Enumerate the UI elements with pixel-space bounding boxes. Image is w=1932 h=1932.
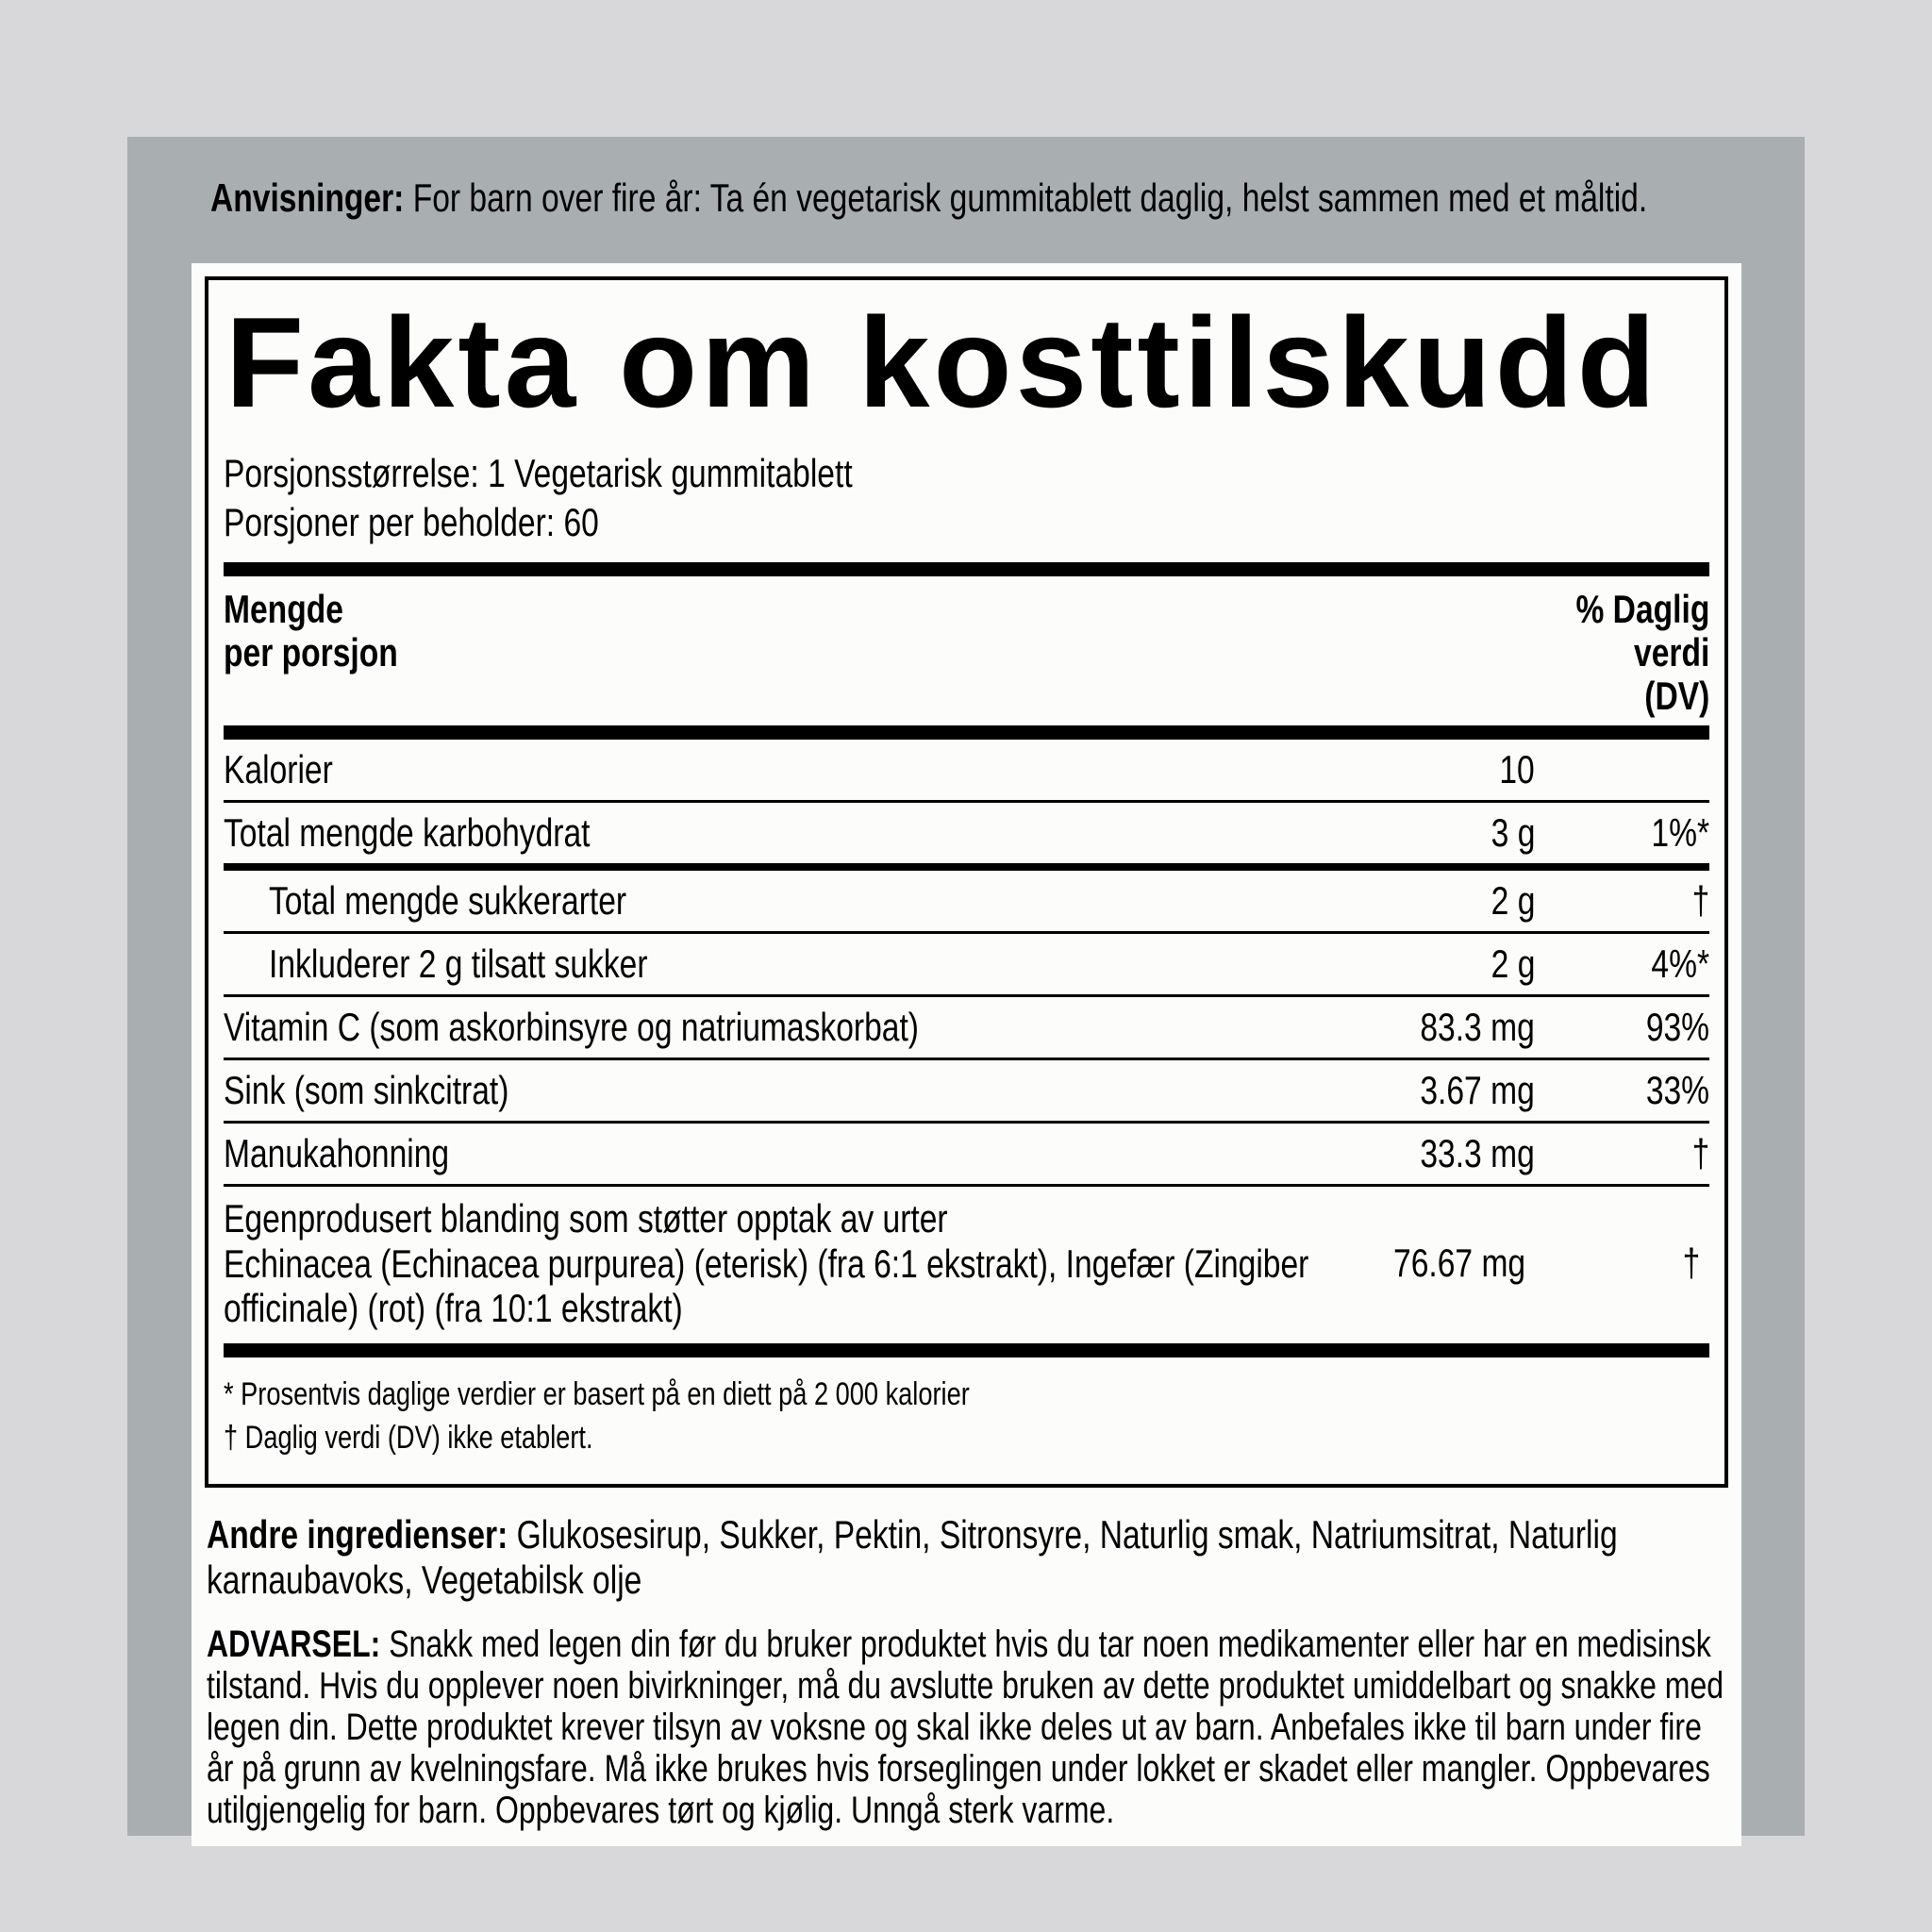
row-name: Total mengde karbohydrat [224, 809, 591, 855]
servings-per-container: Porsjoner per beholder: 60 [224, 499, 599, 544]
row-name: Kalorier [224, 746, 333, 791]
thick-rule [224, 1343, 1709, 1357]
row-amount: 33.3 mg [1420, 1130, 1535, 1175]
table-row-added-sugars [224, 931, 1709, 994]
other-ingredients-label: Andre ingredienser: [207, 1511, 508, 1557]
row-amount: 3 g [1491, 809, 1535, 855]
amount-column-header: Mengde per porsjon [224, 586, 398, 675]
directions-text: For barn over fire år: Ta én vegetarisk gummitablett daglig, helst sammen med et måltid. [412, 175, 1648, 220]
row-dv: 33% [1645, 1067, 1709, 1112]
table-row-carbohydrate [224, 800, 1709, 863]
footnotes [224, 1357, 1709, 1484]
warning-text: Snakk med legen din før du bruker produktet hvis du tar noen medikamenter eller har en medisinsk tilstand. Hvis du opplever noen bivirkninger, må du avslutte bruken av dette produktet umiddelbart og snakke med legen din. Dette produktet krever tilsyn av voksne og skal ikke deles ut av barn. Anbefales ikke til barn under fire år på grunn av kvelningsfare. Må ikke brukes hvis forseglingen under lokket er skadet eller mangler. Oppbevares utilgjengelig for barn. Oppbevares tørt og kjølig. Unngå sterk varme. [207, 1623, 1724, 1831]
row-dv: 93% [1645, 1004, 1709, 1049]
row-amount: 83.3 mg [1420, 1004, 1535, 1049]
other-ingredients [207, 1512, 1728, 1603]
other-ingredients-text: Glukosesirup, Sukker, Pektin, Sitronsyre, Naturlig smak, Natriumsitrat, Naturlig karnaubavoks, Vegetabilsk olje [207, 1511, 1618, 1602]
row-name: Sink (som sinkcitrat) [224, 1067, 509, 1112]
row-dv: 1%* [1651, 809, 1709, 855]
row-amount: 2 g [1491, 877, 1535, 923]
row-amount: 3.67 mg [1420, 1067, 1535, 1112]
supplement-facts-panel [205, 276, 1728, 1488]
daily-value-column-header: % Daglig verdi (DV) [1575, 586, 1709, 718]
table-row-calories [224, 740, 1709, 800]
row-amount: 10 [1499, 746, 1535, 791]
table-row-total-sugars [224, 863, 1709, 931]
row-name: Inkluderer 2 g tilsatt sukker [269, 941, 648, 986]
row-dv: † [1691, 877, 1709, 923]
directions [210, 175, 1767, 222]
table-header [224, 576, 1709, 725]
row-amount: 2 g [1491, 941, 1535, 986]
footnote-daily-values: * Prosentvis daglige verdier er basert på en diett på 2 000 kalorier [224, 1375, 970, 1412]
warning [207, 1624, 1728, 1831]
footnote-dagger: † Daglig verdi (DV) ikke etablert. [224, 1419, 593, 1456]
serving-size: Porsjonsstørrelse: 1 Vegetarisk gummitablett [224, 450, 853, 495]
thick-rule [224, 725, 1709, 740]
table-row-proprietary-blend [224, 1184, 1709, 1343]
row-dv: † [1682, 1240, 1700, 1285]
warning-label: ADVARSEL: [207, 1623, 381, 1665]
directions-label: Anvisninger: [210, 175, 405, 220]
table-row-manuka-honey [224, 1121, 1709, 1184]
blend-detail: Echinacea (Echinacea purpurea) (eterisk) (fra 6:1 ekstrakt), Ingefær (Zingiber officinale) (rot) (fra 10:1 ekstrakt) [224, 1241, 1309, 1330]
nutrient-rows [224, 740, 1709, 1343]
row-amount: 76.67 mg [1392, 1240, 1525, 1285]
thick-rule [224, 562, 1709, 576]
row-name: Vitamin C (som askorbinsyre og natriumaskorbat) [224, 1004, 919, 1049]
row-name: Manukahonning [224, 1130, 450, 1175]
facts-title: Fakta om kosttilskudd [225, 291, 1659, 434]
row-name: Total mengde sukkerarter [269, 877, 627, 923]
label-card [192, 263, 1741, 1846]
table-row-zinc [224, 1058, 1709, 1121]
label-gray-background [127, 137, 1805, 1836]
table-row-vitamin-c [224, 994, 1709, 1058]
row-dv: 4%* [1651, 941, 1709, 986]
blend-title: Egenprodusert blanding som støtter opptak av urter [224, 1195, 948, 1241]
row-dv: † [1691, 1130, 1709, 1175]
